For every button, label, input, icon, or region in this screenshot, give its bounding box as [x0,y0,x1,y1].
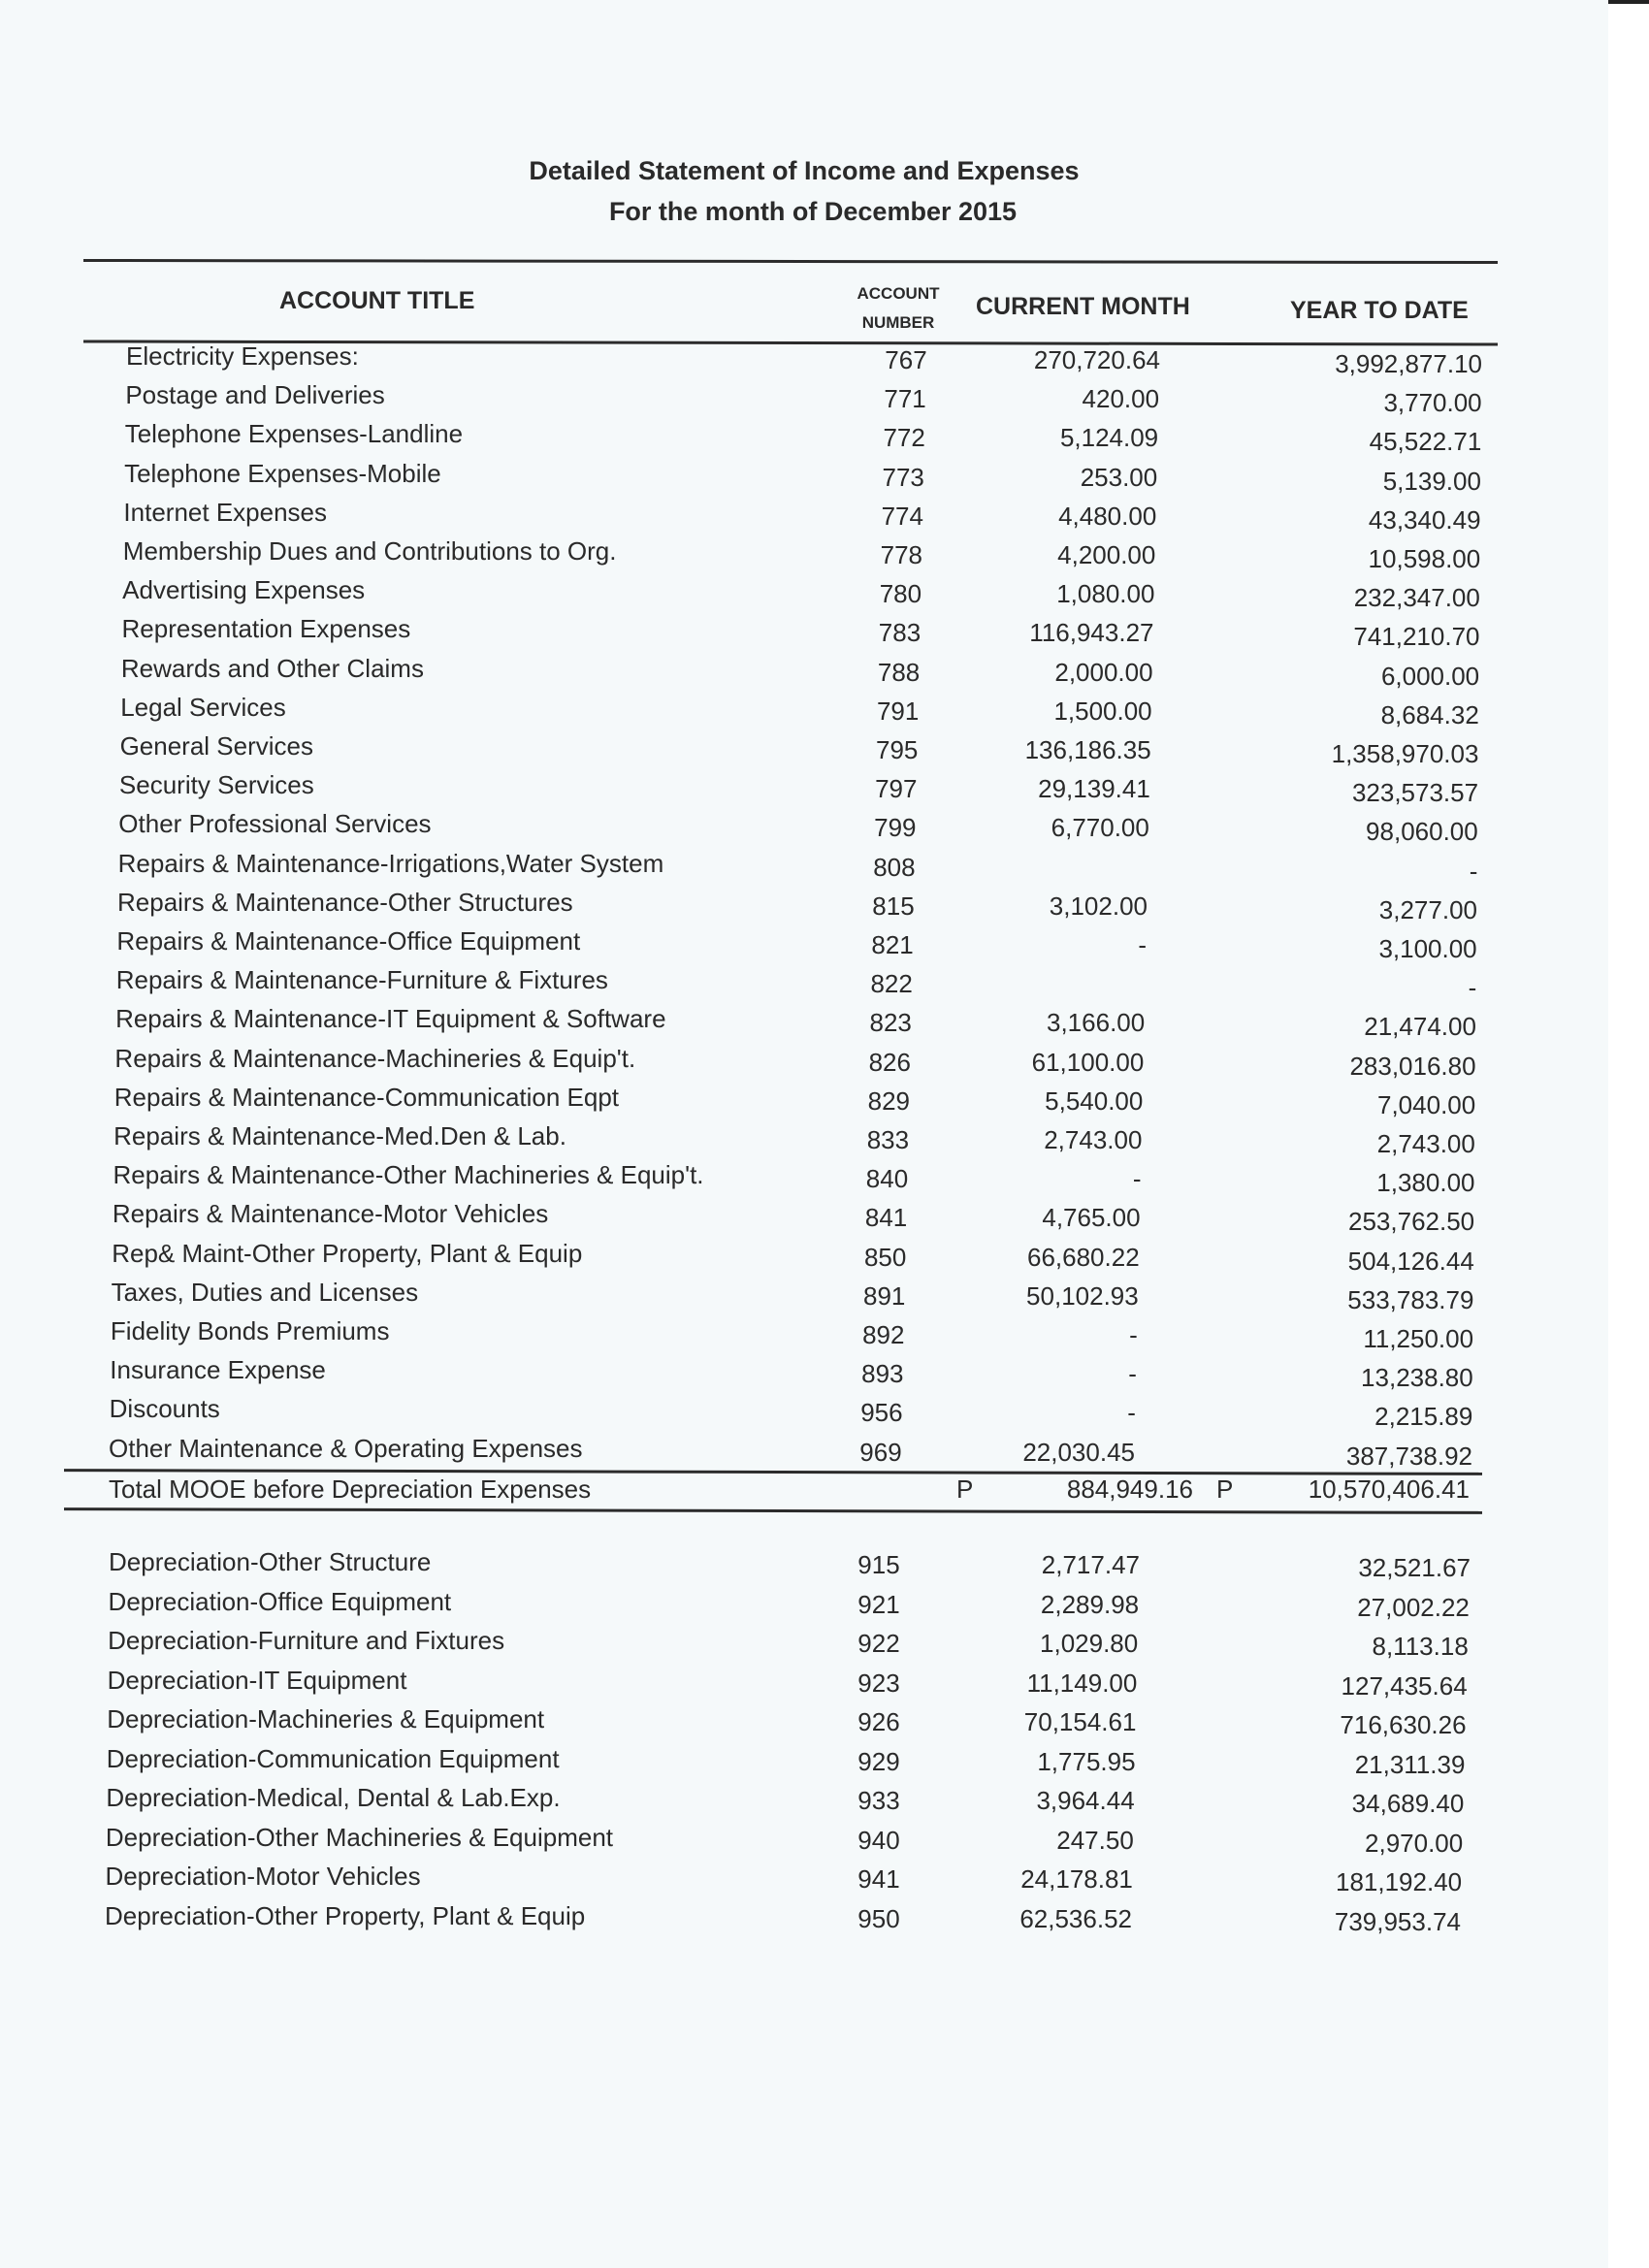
account-number: 840 [865,1164,909,1194]
current-month-amount: - [1138,930,1148,959]
table-row [0,1394,1608,1432]
account-number: 815 [872,891,915,921]
currency-symbol-current: P [956,1474,974,1504]
year-to-date-amount: 2,743.00 [1376,1129,1475,1158]
account-title: Repairs & Maintenance-Machineries & Equip't. [114,1043,636,1073]
document-heading [0,150,1608,232]
account-number: 956 [860,1398,903,1428]
account-number: 799 [874,813,917,843]
account-number: 826 [868,1047,911,1077]
account-number: 771 [884,384,926,414]
year-to-date-amount: 32,521.67 [1358,1553,1471,1582]
column-header-account-title: ACCOUNT TITLE [279,287,475,314]
year-to-date-amount: 3,770.00 [1383,388,1482,418]
year-to-date-amount: 739,953.74 [1334,1906,1461,1936]
total-year-to-date: 10,570,406.41 [1308,1474,1470,1504]
account-title: Insurance Expense [110,1355,326,1385]
total-label: Total MOOE before Depreciation Expenses [109,1474,592,1504]
table-row [0,380,1608,418]
account-number: 808 [873,852,916,882]
year-to-date-amount: 1,380.00 [1376,1168,1475,1198]
year-to-date-amount: 533,783.79 [1347,1284,1474,1314]
current-month-amount: 66,680.22 [1026,1242,1140,1272]
year-to-date-amount: 5,139.00 [1382,466,1481,496]
year-to-date-amount: 2,215.89 [1374,1402,1473,1432]
account-title: Repairs & Maintenance-Communication Eqpt [113,1082,620,1112]
table-row [0,1864,1608,1894]
account-title: Rewards and Other Claims [120,653,424,683]
account-title: Legal Services [120,692,286,722]
account-title: Depreciation-Machineries & Equipment [107,1704,545,1733]
account-number: 767 [885,345,927,374]
current-month-amount: 11,149.00 [1026,1668,1138,1698]
current-month-amount: 50,102.93 [1026,1280,1139,1311]
table-row [0,1743,1608,1779]
account-number: 940 [857,1825,900,1855]
current-month-amount: 253.00 [1080,462,1158,492]
year-to-date-amount: 2,970.00 [1365,1828,1464,1858]
account-title: Telephone Expenses-Landline [124,419,464,449]
account-number: 821 [871,930,914,959]
scan-edge-mark [1608,0,1649,4]
year-to-date-amount: 11,250.00 [1363,1324,1474,1353]
current-month-amount: 6,770.00 [1051,813,1149,843]
year-to-date-amount: 21,474.00 [1364,1012,1476,1042]
year-to-date-amount: 43,340.49 [1368,504,1481,535]
current-month-amount: 4,480.00 [1058,501,1157,531]
current-month-amount: 3,166.00 [1047,1008,1146,1038]
year-to-date-amount: - [1468,973,1477,1003]
account-title: Rep& Maint-Other Property, Plant & Equip [112,1238,583,1268]
year-to-date-amount: 13,238.80 [1361,1363,1473,1393]
year-to-date-amount: 34,689.40 [1351,1789,1465,1818]
current-month-amount: 3,964.44 [1036,1786,1135,1815]
year-to-date-amount: 8,113.18 [1372,1632,1469,1661]
table-row [0,692,1608,729]
table-row [0,731,1608,768]
year-to-date-amount: 3,100.00 [1378,934,1477,963]
current-month-amount: 1,500.00 [1053,696,1152,726]
account-number: 941 [857,1864,900,1894]
table-row [0,848,1608,886]
account-number: 915 [857,1550,900,1579]
account-number: 780 [879,579,922,609]
table-row [0,1626,1608,1661]
column-header-year-to-date: YEAR TO DATE [1290,297,1469,324]
current-month-amount: 29,139.41 [1038,774,1150,804]
account-title: Repairs & Maintenance-Other Machineries & Equip't. [113,1160,704,1190]
account-number: 822 [870,969,913,999]
account-number: 833 [866,1125,910,1154]
table-row [0,1199,1608,1237]
table-row [0,1822,1608,1858]
table-row [0,1547,1608,1582]
year-to-date-amount: 98,060.00 [1366,817,1478,847]
current-month-amount: 2,000.00 [1054,657,1153,687]
table-row [0,1433,1608,1471]
table-row [0,1082,1608,1119]
table-row [0,1900,1608,1936]
account-number: 783 [878,618,922,648]
year-to-date-amount: - [1469,856,1478,886]
year-to-date-amount: 27,002.22 [1357,1592,1470,1622]
current-month-amount: 61,100.00 [1031,1047,1145,1077]
document-title: Detailed Statement of Income and Expenses [529,156,1080,185]
account-title: Repairs & Maintenance-Other Structures [117,887,573,917]
account-number: 929 [857,1746,900,1776]
account-title: Discounts [109,1394,220,1424]
account-title: Representation Expenses [121,614,411,644]
table-row [0,614,1608,652]
account-number: 850 [863,1242,907,1272]
current-month-amount: 22,030.45 [1022,1437,1135,1467]
year-to-date-amount: 504,126.44 [1347,1246,1474,1276]
account-title: Depreciation-Medical, Dental & Lab.Exp. [106,1783,561,1812]
account-title: Repairs & Maintenance-Irrigations,Water System [117,848,664,878]
table-row [0,1316,1608,1353]
account-title: General Services [119,731,313,761]
current-month-amount: 1,080.00 [1056,579,1155,609]
current-month-amount: 24,178.81 [1020,1864,1133,1894]
current-month-amount: 4,765.00 [1042,1203,1141,1233]
account-number: 797 [875,774,918,804]
account-title: Postage and Deliveries [125,380,385,410]
account-title: Telephone Expenses-Mobile [124,458,441,488]
current-month-amount: 2,289.98 [1040,1589,1140,1619]
account-title: Electricity Expenses: [126,341,359,371]
account-number: 774 [881,501,923,531]
table-row [0,1160,1608,1198]
account-number: 950 [857,1903,900,1933]
account-number-header-line2: NUMBER [861,313,935,332]
header-top-rule [83,259,1498,264]
year-to-date-amount: 6,000.00 [1380,661,1480,691]
total-row [0,1474,1608,1504]
current-month-amount: 2,717.47 [1041,1550,1140,1579]
table-row [0,887,1608,924]
year-to-date-amount: 232,347.00 [1353,583,1480,613]
account-title: Internet Expenses [123,497,327,527]
account-title: Depreciation-Other Machineries & Equipment [105,1822,614,1852]
account-number: 891 [863,1280,906,1311]
table-row [0,1043,1608,1081]
table-row [0,653,1608,691]
table-row [0,341,1608,378]
currency-symbol-ytd: P [1216,1474,1234,1504]
current-month-amount: 1,029.80 [1040,1629,1139,1658]
table-row [0,536,1608,573]
year-to-date-amount: 283,016.80 [1349,1051,1476,1081]
year-to-date-amount: 323,573.57 [1351,778,1479,808]
account-title: Taxes, Duties and Licenses [111,1277,419,1307]
account-title: Other Maintenance & Operating Expenses [109,1433,583,1463]
year-to-date-amount: 10,598.00 [1368,544,1481,573]
year-to-date-amount: 3,277.00 [1378,894,1477,924]
year-to-date-amount: 7,040.00 [1377,1089,1476,1119]
total-current-month: 884,949.16 [1066,1474,1193,1504]
account-title: Repairs & Maintenance-Med.Den & Lab. [113,1121,566,1150]
account-title: Depreciation-Motor Vehicles [105,1862,421,1891]
current-month-amount: 5,124.09 [1059,423,1159,453]
account-title: Membership Dues and Contributions to Org. [122,536,617,566]
table-row [0,1355,1608,1393]
current-month-amount: 1,775.95 [1037,1746,1136,1776]
current-month-amount: 270,720.64 [1033,345,1160,374]
current-month-amount: - [1127,1398,1136,1428]
current-month-amount: 3,102.00 [1049,891,1148,921]
account-number: 829 [867,1085,911,1116]
account-number: 926 [857,1707,900,1736]
account-title: Repairs & Maintenance-IT Equipment & Software [115,1004,666,1034]
table-row [0,1238,1608,1276]
account-title: Other Professional Services [118,809,432,839]
account-number: 933 [857,1786,900,1815]
year-to-date-amount: 387,738.92 [1345,1441,1472,1471]
table-row [0,419,1608,457]
year-to-date-amount: 181,192.40 [1335,1867,1463,1896]
account-title: Depreciation-Office Equipment [108,1586,452,1616]
current-month-amount: 5,540.00 [1045,1085,1144,1116]
account-title: Fidelity Bonds Premiums [110,1316,390,1345]
account-number-header-line1: ACCOUNT [857,284,940,303]
table-row [0,458,1608,496]
table-row [0,1586,1608,1622]
account-number: 921 [857,1589,900,1619]
table-row [0,1783,1608,1818]
table-row [0,1004,1608,1042]
current-month-amount: 70,154.61 [1023,1707,1137,1736]
account-number: 823 [869,1008,912,1038]
account-title: Advertising Expenses [122,575,366,605]
current-month-amount: 62,536.52 [1019,1903,1132,1933]
year-to-date-amount: 21,311.39 [1354,1749,1466,1779]
account-title: Depreciation-Furniture and Fixtures [108,1626,505,1655]
account-number: 778 [880,540,923,569]
account-number: 841 [864,1203,908,1233]
account-number: 922 [857,1629,900,1658]
year-to-date-amount: 253,762.50 [1348,1207,1475,1237]
year-to-date-amount: 741,210.70 [1353,622,1480,652]
account-number: 923 [857,1668,900,1698]
account-number: 773 [882,462,924,492]
year-to-date-amount: 8,684.32 [1380,699,1479,729]
year-to-date-amount: 127,435.64 [1341,1670,1468,1701]
current-month-amount: 4,200.00 [1057,540,1156,569]
table-row [0,1121,1608,1158]
current-month-amount: 116,943.27 [1029,618,1154,648]
account-title: Repairs & Maintenance-Motor Vehicles [112,1199,549,1229]
account-number: 969 [859,1437,902,1467]
table-row [0,497,1608,535]
column-header-current-month: CURRENT MONTH [976,293,1190,320]
account-title: Repairs & Maintenance-Furniture & Fixtures [115,965,608,995]
current-month-amount: - [1129,1320,1138,1349]
account-number: 791 [876,696,920,726]
table-row [0,1704,1608,1739]
year-to-date-amount: 716,630.26 [1340,1710,1467,1739]
account-title: Depreciation-Other Structure [109,1547,432,1576]
scan-margin [1608,0,1649,2268]
table-row [0,575,1608,613]
current-month-amount: 247.50 [1056,1825,1134,1855]
table-row [0,770,1608,808]
current-month-amount: 2,743.00 [1044,1125,1143,1154]
table-row [0,1665,1608,1701]
account-title: Repairs & Maintenance-Office Equipment [116,926,581,956]
year-to-date-amount: 45,522.71 [1369,427,1482,457]
account-title: Depreciation-IT Equipment [107,1665,407,1695]
account-title: Depreciation-Other Property, Plant & Equip [105,1900,586,1930]
current-month-amount: 420.00 [1082,384,1160,414]
account-title: Depreciation-Communication Equipment [106,1743,560,1773]
account-number: 772 [883,423,925,453]
current-month-amount: 136,186.35 [1024,735,1151,764]
table-row [0,926,1608,963]
current-month-amount: - [1128,1359,1137,1389]
account-number: 788 [877,657,921,687]
column-header-account-number [850,279,947,338]
account-title: Security Services [118,770,314,800]
table-row [0,1277,1608,1314]
table-row [0,965,1608,1003]
year-to-date-amount: 3,992,877.10 [1335,349,1482,378]
table-row [0,809,1608,847]
account-number: 795 [876,735,919,764]
current-month-amount: - [1132,1164,1142,1194]
account-number: 892 [862,1320,905,1349]
total-bottom-rule [64,1507,1482,1514]
year-to-date-amount: 1,358,970.03 [1331,739,1479,768]
document-period: For the month of December 2015 [608,197,1018,226]
account-number: 893 [861,1359,904,1389]
